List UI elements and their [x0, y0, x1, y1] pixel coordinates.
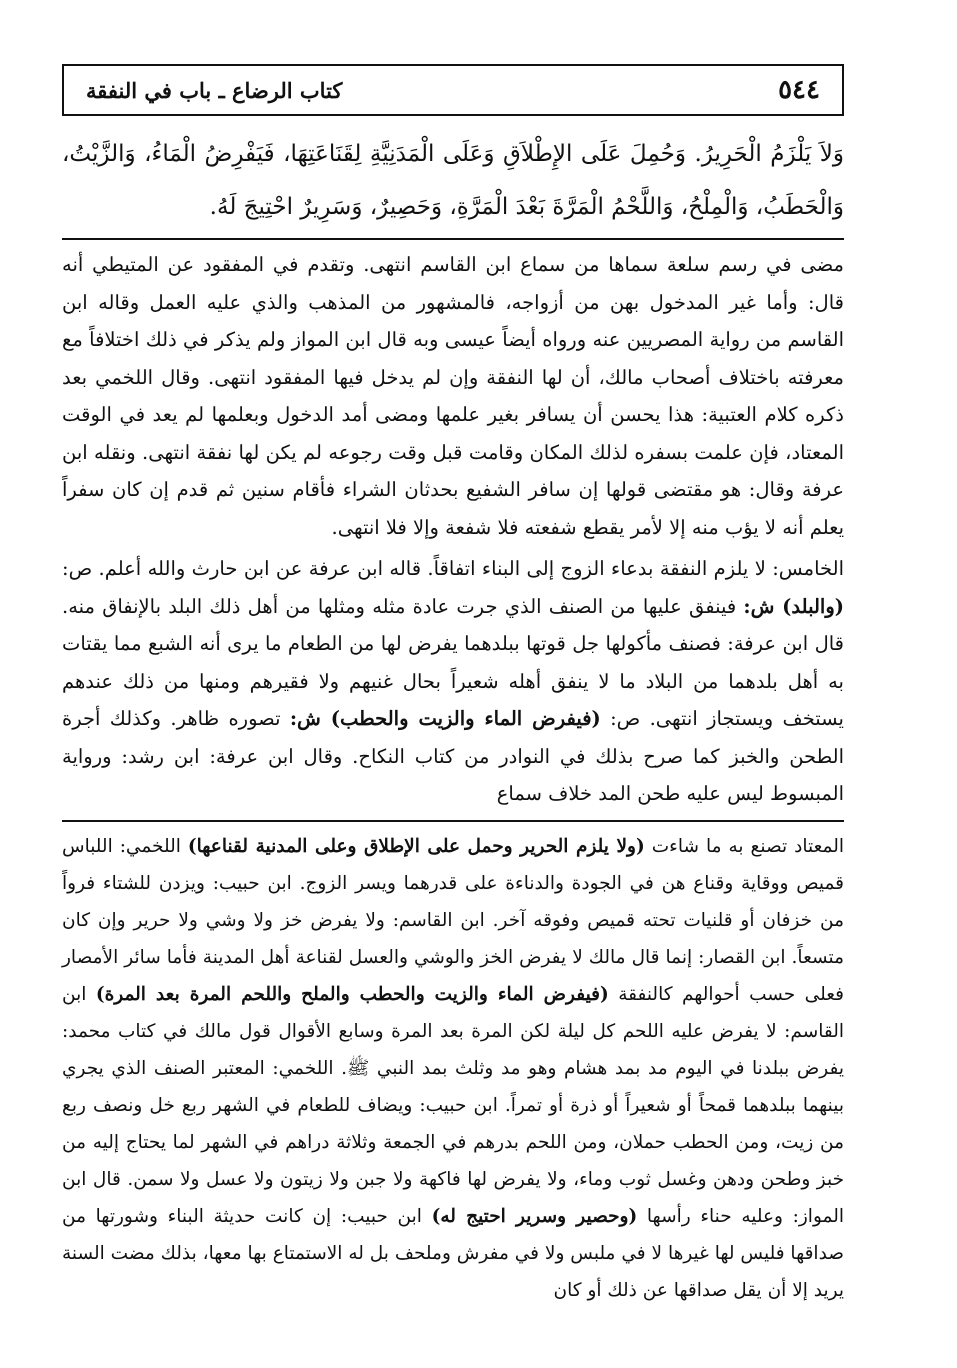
- commentary-quote: (والبلد) ش:: [743, 594, 844, 618]
- main-text: [62, 128, 844, 234]
- note-text: ابن حبيب: إن كانت حديثة البناء وشورتها من صداقها فليس لها غيرها لا في ملبس ولا في مفرش وملحف بل له الاستمتاع بها معها، بذلك مضت السنة يريد إلا أن يقل صداقها عن ذلك أو كان: [62, 1206, 844, 1301]
- commentary-text: تصوره ظاهر. وكذلك أجرة الطحن والخبز كما صرح بذلك في النوادر من كتاب النكاح. وقال ابن عرفة: ابن رشد: ورواية المبسوط ليس عليه طحن المد خلاف سماع: [62, 707, 844, 805]
- note-text: ابن القاسم: لا يفرض عليه اللحم كل ليلة لكن المرة بعد المرة وسابع الأقوال قول مالك في كتاب محمد: يفرض ببلدنا في اليوم مد بمد هشام وهو مد وثلث بمد النبي ﷺ. اللخمي: المعتبر الصنف الذي يجري بينهما ببلدهما قمحاً أو شعيراً أو ذرة أو تمراً. ابن حبيب: ويضاف للطعام في الشهر ربع خل ونصف ربع من زيت، ومن الحطب حملان، ومن اللحم بدرهم في الجمعة وثلاثة دراهم في الشهر لما يحتاج إليه من خبز وطحن ودهن وغسل ثوب وماء، ولا يفرض لها فاكهة ولا جبن ولا زيتون ولا عسل ولا سمن. قال ابن المواز: وعليه حناء رأسها: [62, 984, 844, 1227]
- commentary: [62, 246, 844, 813]
- page-header: [62, 64, 844, 116]
- commentary-text: فينفق عليها من الصنف الذي جرت عادة مثله ومثلها من أهل ذلك البلد بالإنفاق منه. قال ابن عرفة: فصنف مأكولها جل قوتها ببلدهما يفرض لها من الطعام ما يرى أنه الشبع مما يقتات به أهل بلدهما من البلاد ما لا ينفق أهله شعيراً بحال غنيهم ولا فقيرهم ومنها من ذلك عندهم يستخف ويستجاز انتهى. ص:: [62, 594, 844, 730]
- note-text: اللخمي: اللباس قميص ووقاية وقناع هن في الجودة والدناءة على قدرهما ويسر الزوج. ابن حبيب: ويزدن للشتاء فرواً من خزفان أو قلنيات تحته قميص وفوقه آخر. ابن القاسم: ولا يفرض خز ولا وشي ولا حرير وإن كان متسعاً. ابن القصار: إنما قال مالك لا يفرض الخز والوشي والعسل لقناعة أهل المدينة فأما سائر الأمصار فعلى حسب أحوالهم كالنفقة: [62, 836, 844, 1005]
- commentary-quote: (فيفرض الماء والزيت والحطب) ش:: [289, 707, 601, 730]
- margin-notes-paragraph: [62, 828, 844, 1309]
- running-title: كتاب الرضاع ـ باب في النفقة: [86, 77, 343, 103]
- note-quote: (فيفرض الماء والزيت والحطب والملح واللحم المرة بعد المرة): [95, 984, 609, 1005]
- divider-rule: [62, 820, 844, 822]
- page-number: ٥٤٤: [778, 75, 820, 105]
- note-quote: (ولا يلزم الحرير وحمل على الإطلاق وعلى المدنية لقناعها): [187, 836, 645, 857]
- note-text: المعتاد تصنع به ما شاءت: [644, 836, 845, 857]
- main-text-paragraph: وَلاَ يَلْزَمُ الْحَرِيرُ. وَحُمِلَ عَلَى الإِطْلاَقِ وَعَلَى الْمَدَنِيَّةِ لِقَنَاعَتِهَا، فَيَفْرِضُ الْمَاءُ، وَالزَّيْتُ، وَالْحَطَبُ، وَالْمِلْحُ، وَاللَّحْمُ الْمَرَّةَ بَعْدَ الْمَرَّةِ، وَحَصِيرٌ، وَسَرِيرٌ احْتِيجَ لَهُ.: [62, 141, 844, 220]
- margin-notes: [62, 828, 844, 1309]
- note-quote: (وحصير وسرير احتيج له): [431, 1206, 638, 1227]
- commentary-paragraph: [62, 550, 844, 813]
- divider-rule: [62, 238, 844, 240]
- commentary-text: الخامس: لا يلزم النفقة بدعاء الزوج إلى البناء اتفاقاً. قاله ابن عرفة عن ابن حارث والله أعلم. ص:: [62, 557, 844, 580]
- commentary-paragraph: مضى في رسم سلعة سماها من سماع ابن القاسم انتهى. وتقدم في المفقود عن المتيطي أنه قال: وأما غير المدخول بهن من أزواجه، فالمشهور من المذهب والذي عليه العمل وقاله ابن القاسم من رواية المصريين عنه ورواه أيضاً عيسى وبه قال ابن المواز ولم يذكر في ذلك اختلافاً مع معرفته باختلاف أصحاب مالك، أن لها النفقة وإن لم يدخل فيها المفقود انتهى. وقال اللخمي بعد ذكره كلام العتبية: هذا يحسن أن يسافر بغير علمها ومضى أمد الدخول وبعلمها لم يعد في الوقت المعتاد، فإن علمت بسفره لذلك المكان وقامت قبل وقت رجوعه لم يكن لها نفقة انتهى. ونقله ابن عرفة وقال: هو مقتضى قولها إن سافر الشفيع بحدثان الشراء فأقام سنين ثم قدم إن كان سفراً يعلم أنه لا يؤب منه إلا لأمر يقطع شفعته فلا شفعة وإلا فلا انتهى.: [62, 253, 844, 539]
